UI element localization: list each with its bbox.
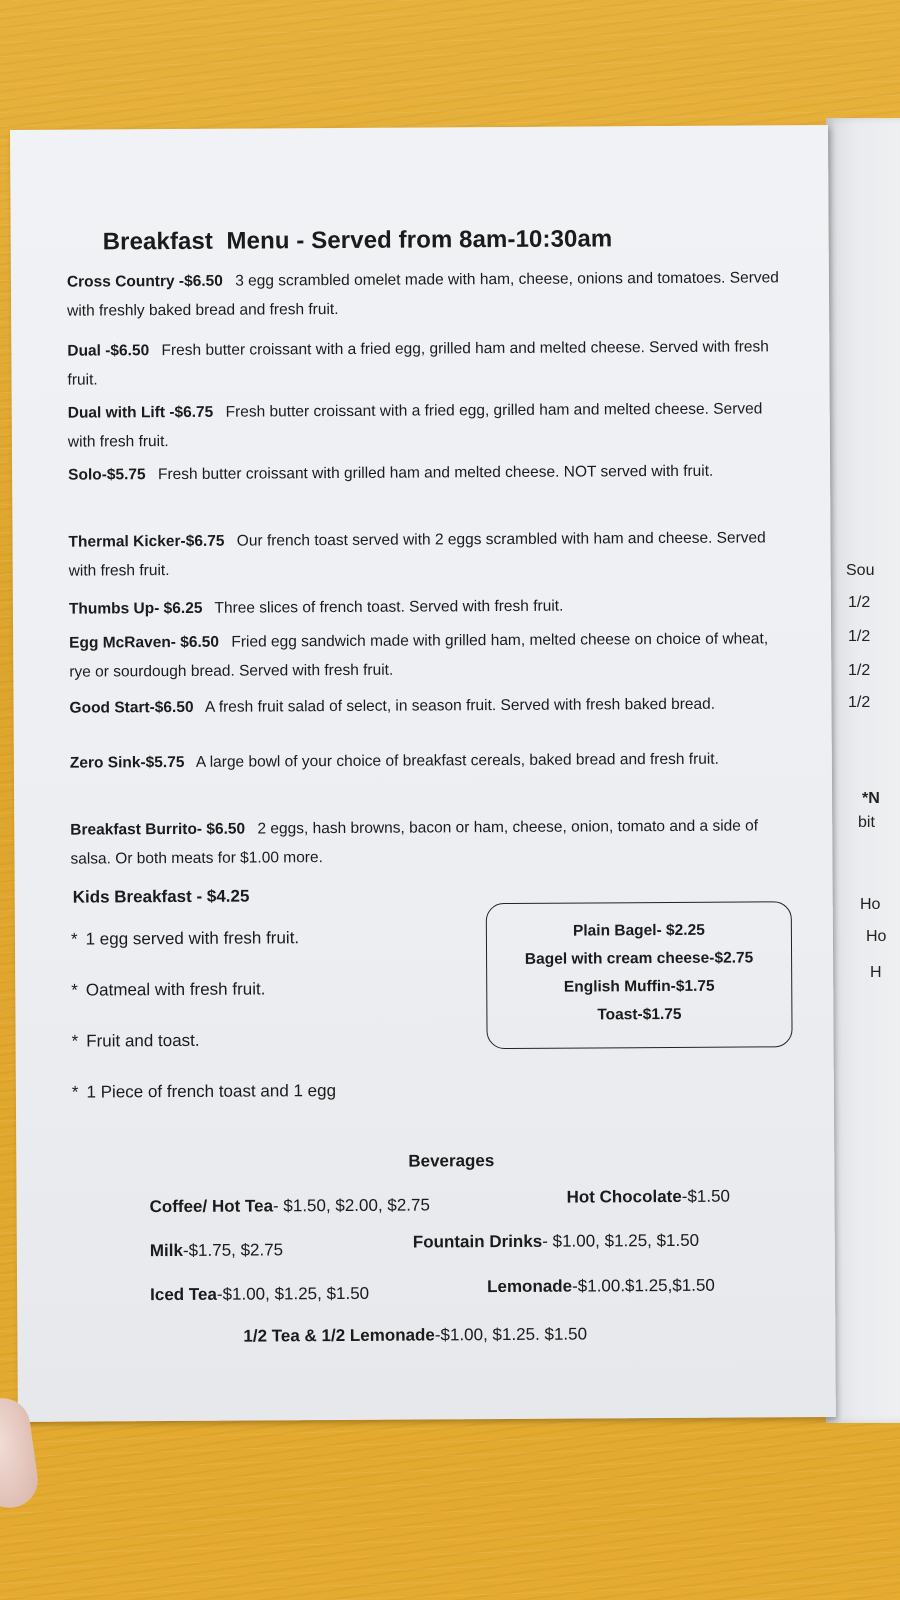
bagel-item: Plain Bagel- $2.25	[572, 921, 705, 940]
edge-text: Ho	[866, 928, 887, 945]
beverage-price: -$1.50	[681, 1186, 731, 1206]
edge-text: H	[870, 964, 882, 981]
beverage-name: Lemonade	[487, 1276, 573, 1297]
item-description: Our french toast served with 2 eggs scrambled with ham and cheese. Served with fresh fruit.	[68, 529, 766, 580]
edge-text: 1/2	[848, 662, 871, 679]
beverage-price: - $1.00, $1.25, $1.50	[542, 1230, 700, 1251]
item-description: 2 eggs, hash browns, bacon or ham, cheese, onion, tomato and a side of salsa. Or both meats for $1.00 more.	[70, 817, 759, 868]
bagel-item: Bagel with cream cheese-$2.75	[524, 949, 754, 968]
bullet-star: *	[71, 980, 78, 1000]
item-name: Dual with Lift -$6.75	[67, 403, 214, 422]
beverage-name: Hot Chocolate	[566, 1186, 682, 1207]
beverage-name: Fountain Drinks	[412, 1231, 543, 1252]
menu-item-dual	[67, 332, 787, 394]
beverage-price: - $1.50, $2.00, $2.75	[272, 1195, 430, 1216]
item-name: Thumbs Up- $6.25	[68, 599, 203, 618]
kids-breakfast-title: Kids Breakfast - $4.25	[72, 886, 250, 907]
beverage-price: -$1.00.$1.25,$1.50	[572, 1275, 715, 1296]
edge-text: *N	[862, 790, 880, 807]
kids-item-text: 1 Piece of french toast and 1 egg	[86, 1081, 337, 1102]
beverage-name: 1/2 Tea & 1/2 Lemonade	[243, 1325, 435, 1346]
item-name: Solo-$5.75	[68, 466, 146, 484]
menu-item-solo	[68, 456, 788, 489]
item-name: Zero Sink-$5.75	[69, 753, 185, 772]
edge-text: Sou	[846, 562, 875, 579]
item-description: Fresh butter croissant with a fried egg, grilled ham and melted cheese. Served with fresh fruit.	[67, 400, 763, 451]
item-description: Three slices of french toast. Served with fresh fruit.	[214, 597, 564, 617]
beverage-half-tea-half-lemonade	[243, 1324, 587, 1346]
kids-item-text: Oatmeal with fresh fruit.	[85, 979, 266, 1000]
list-item	[71, 979, 335, 1032]
beverage-lemonade	[487, 1276, 715, 1297]
beverage-name: Milk	[149, 1240, 183, 1261]
kids-item-text: Fruit and toast.	[86, 1030, 200, 1051]
beverage-iced-tea	[150, 1284, 369, 1305]
menu-item-cross-country	[67, 263, 787, 325]
bullet-star: *	[71, 1082, 79, 1102]
edge-text: bit	[858, 814, 875, 831]
kids-breakfast-list	[71, 928, 336, 1134]
beverage-name: Coffee/ Hot Tea	[149, 1196, 274, 1217]
beverage-milk	[150, 1240, 283, 1261]
beverage-price: -$1.00, $1.25. $1.50	[434, 1324, 588, 1345]
next-page-edge	[826, 118, 900, 1423]
menu-item-dual-with-lift	[68, 394, 788, 456]
item-description: Fried egg sandwich made with grilled ham, melted cheese on choice of wheat, rye or sourdough bread. Served with fresh fruit.	[69, 630, 769, 681]
edge-text: 1/2	[848, 594, 871, 611]
item-name: Dual -$6.50	[67, 342, 150, 360]
menu-item-thumbs-up	[69, 590, 789, 623]
item-name: Egg McRaven- $6.50	[69, 633, 220, 652]
beverage-name: Iced Tea	[150, 1284, 217, 1305]
item-description: A fresh fruit salad of select, in season fruit. Served with fresh baked bread.	[204, 695, 716, 716]
edge-text: 1/2	[848, 628, 871, 645]
beverage-hot-chocolate	[566, 1187, 730, 1208]
beverage-price: -$1.00, $1.25, $1.50	[216, 1283, 370, 1304]
menu-item-thermal-kicker	[68, 523, 788, 585]
edge-text: Ho	[860, 896, 881, 913]
menu-page	[10, 125, 836, 1422]
beverage-coffee-hot-tea	[150, 1195, 430, 1217]
bullet-star: *	[70, 929, 78, 949]
edge-text: 1/2	[848, 694, 871, 711]
list-item	[72, 1030, 336, 1083]
menu-item-breakfast-burrito	[70, 811, 790, 873]
menu-item-good-start	[69, 689, 789, 722]
item-description: Fresh butter croissant with a fried egg, grilled ham and melted cheese. Served with fresh fruit.	[67, 338, 769, 389]
item-description: 3 egg scrambled omelet made with ham, cheese, onions and tomatoes. Served with freshly baked bread and fresh fruit.	[67, 269, 779, 320]
menu-item-zero-sink	[70, 744, 790, 777]
bagel-item: English Muffin-$1.75	[563, 977, 715, 996]
kids-item-text: 1 egg served with fresh fruit.	[85, 928, 300, 949]
item-name: Good Start-$6.50	[69, 698, 194, 717]
item-description: Fresh butter croissant with grilled ham and melted cheese. NOT served with fruit.	[157, 462, 714, 484]
item-description: A large bowl of your choice of breakfast cereals, baked bread and fresh fruit.	[195, 750, 719, 771]
beverage-price: -$1.75, $2.75	[182, 1240, 284, 1260]
item-name: Thermal Kicker-$6.75	[68, 532, 225, 551]
menu-item-egg-mcraven	[69, 624, 789, 686]
menu-title: Breakfast Menu - Served from 8am-10:30am	[102, 225, 613, 256]
bagel-price-box	[486, 901, 793, 1049]
list-item	[71, 928, 335, 981]
item-name: Cross Country -$6.50	[66, 272, 223, 291]
beverages-title: Beverages	[408, 1151, 495, 1171]
item-name: Breakfast Burrito- $6.50	[70, 820, 246, 839]
list-item	[72, 1081, 336, 1134]
beverage-fountain-drinks	[413, 1231, 699, 1253]
bullet-star: *	[71, 1031, 79, 1051]
bagel-item: Toast-$1.75	[597, 1005, 682, 1024]
